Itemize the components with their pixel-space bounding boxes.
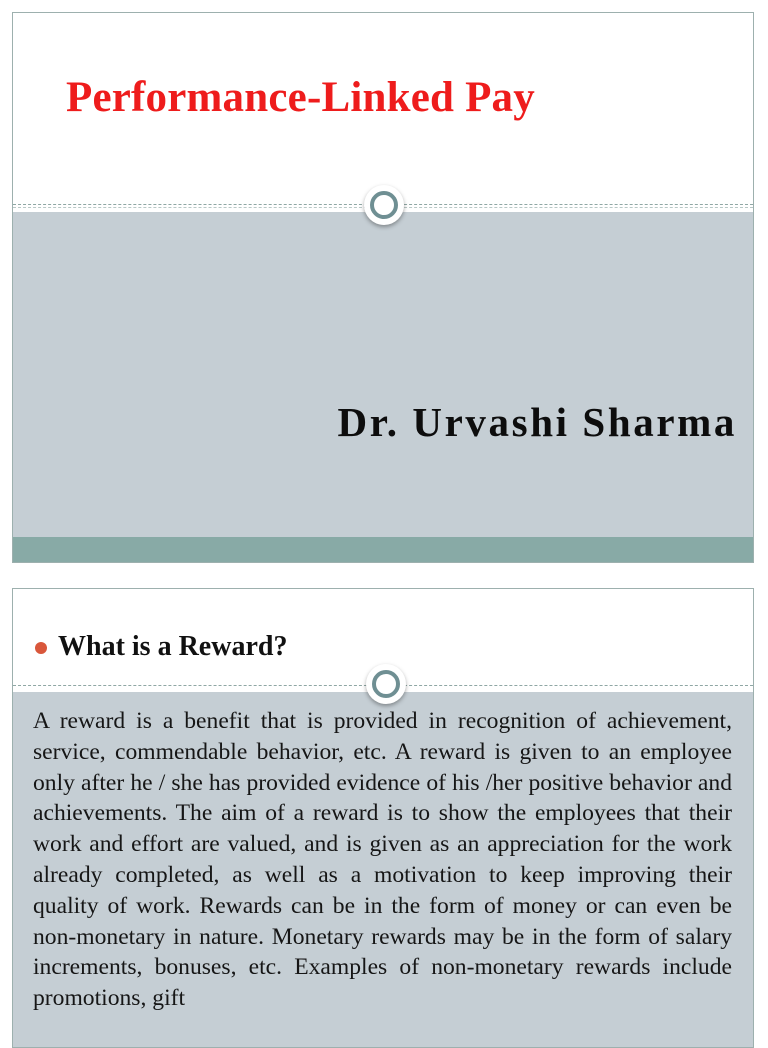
ring-icon	[366, 664, 406, 704]
content-slide	[12, 588, 754, 1048]
bullet-icon	[35, 642, 47, 654]
subtitle-panel	[13, 212, 753, 537]
slide-heading: What is a Reward?	[58, 631, 288, 662]
title-slide	[12, 12, 754, 563]
title-area	[13, 13, 753, 204]
footer-band	[13, 537, 753, 563]
ring-icon	[364, 185, 404, 225]
slide-title: Performance-Linked Pay	[66, 74, 535, 121]
author-name: Dr. Urvashi Sharma	[337, 399, 737, 445]
body-paragraph: A reward is a benefit that is provided in recognition of achievement, service, commendable behavior, etc. A reward is given to an employee only after he / she has provided evidence of his /her positive behavior and achievements. The aim of a reward is to show the employees that their work and effort are valued, and is given as an appreciation for the work already completed, as well as a motivation to keep improving their quality of work. Rewards can be in the form of money or can even be non-monetary in nature. Monetary rewards may be in the form of salary increments, bonuses, etc. Examples of non-monetary rewards include promotions, gift	[33, 708, 732, 1012]
